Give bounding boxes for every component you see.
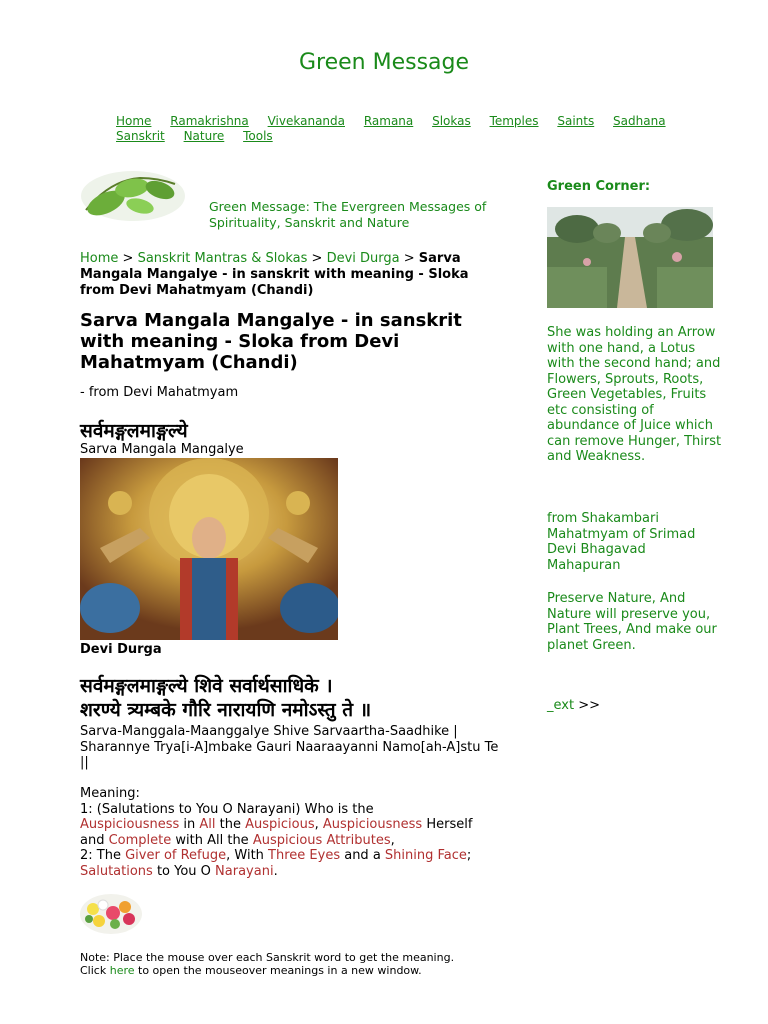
meaning-block xyxy=(80,786,510,879)
breadcrumb-separator: > xyxy=(311,251,323,266)
meaning-label: Meaning: xyxy=(80,786,140,801)
meaning-word[interactable]: Narayani xyxy=(215,863,274,879)
shakambari-mahatmyam-link[interactable]: Shakambari Mahatmyam xyxy=(547,511,659,542)
top-nav xyxy=(116,114,696,144)
green-corner-text: She was holding an Arrow with one hand, a Lotus with the second hand; and Flowers, Sprouts, Roots, Green Vegetables, Fruits etc consisting of abundance of Juice which can remove Hunger, Thirst and Weakness. xyxy=(547,325,722,464)
meaning-text: , With xyxy=(226,848,269,863)
sanskrit-verse-line-2[interactable]: शरण्ये त्र्यम्बके गौरि नारायणि नमोऽस्तु ते ॥ xyxy=(80,699,372,721)
flowers-image xyxy=(79,893,143,935)
meaning-word[interactable]: Auspiciousness xyxy=(80,817,180,832)
meaning-line-4 xyxy=(80,848,510,864)
next-link-row xyxy=(547,698,600,713)
sanskrit-verse-line-1[interactable]: सर्वमङ्गलमाङ्गल्ये शिवे सर्वार्थसाधिके । xyxy=(80,675,333,697)
meanings-window-link[interactable]: here xyxy=(109,964,135,977)
meaning-text: the xyxy=(215,817,246,832)
mouseover-note xyxy=(80,951,510,977)
page-title: Sarva Mangala Mangalye - in sanskrit with meaning - Sloka from Devi Mahatmyam (Chandi) xyxy=(80,310,462,373)
breadcrumb-current: Sarva Mangala Mangalye - in sanskrit with meaning - Sloka from Devi Mahatmyam (Chandi) xyxy=(80,251,469,298)
meaning-text: ; xyxy=(466,848,472,863)
page-subtitle: - from Devi Mahatmyam xyxy=(80,385,239,400)
meaning-text: Herself xyxy=(422,817,473,832)
breadcrumb-devi-durga[interactable]: Devi Durga xyxy=(326,251,400,266)
meaning-line-5 xyxy=(80,864,510,880)
meaning-text: , xyxy=(390,832,395,848)
preserve-nature-text: Preserve Nature, And Nature will preserve you, Plant Trees, And make our planet Green. xyxy=(547,591,717,653)
leaf-logo xyxy=(80,170,186,222)
site-title: Green Message xyxy=(298,50,470,75)
breadcrumb-sanskrit-mantras[interactable]: Sanskrit Mantras & Slokas xyxy=(137,251,308,266)
sanskrit-verse xyxy=(80,674,500,722)
meaning-line-1: 1: (Salutations to You O Narayani) Who is the xyxy=(80,801,374,817)
meaning-word[interactable]: Giver of Refuge xyxy=(125,848,227,863)
note-line-1: Note: Place the mouse over each Sanskrit word to get the meaning. xyxy=(80,951,455,964)
nav-tools[interactable]: Tools xyxy=(243,129,273,143)
meaning-word[interactable]: Shining Face xyxy=(384,848,467,863)
nav-home[interactable]: Home xyxy=(116,114,152,128)
meaning-text: with All the xyxy=(171,832,253,848)
meaning-word[interactable]: Complete xyxy=(108,832,172,848)
meaning-word[interactable]: Auspiciousness xyxy=(322,817,423,832)
nav-nature[interactable]: Nature xyxy=(183,129,225,143)
breadcrumb-separator: > xyxy=(403,251,415,266)
nav-ramakrishna[interactable]: Ramakrishna xyxy=(170,114,249,128)
nav-slokas[interactable]: Slokas xyxy=(432,114,471,128)
next-arrows: >> xyxy=(574,698,600,713)
nav-vivekananda[interactable]: Vivekananda xyxy=(267,114,345,128)
nav-saints[interactable]: Saints xyxy=(557,114,595,128)
source-text: from xyxy=(547,511,582,526)
meaning-text: to You O xyxy=(152,863,216,879)
breadcrumb xyxy=(80,251,480,299)
next-link[interactable]: _ext xyxy=(547,698,575,713)
site-tagline: Green Message: The Evergreen Messages of Spirituality, Sanskrit and Nature xyxy=(209,199,487,230)
image-caption: Devi Durga xyxy=(80,642,162,657)
meaning-text: and a xyxy=(340,848,385,863)
meaning-text: in xyxy=(179,817,200,832)
meaning-text: . xyxy=(273,863,278,879)
green-corner-title: Green Corner: xyxy=(547,179,651,194)
nav-temples[interactable]: Temples xyxy=(489,114,539,128)
meaning-word[interactable]: Salutations xyxy=(80,863,153,879)
breadcrumb-home[interactable]: Home xyxy=(80,251,119,266)
nav-sanskrit[interactable]: Sanskrit xyxy=(116,129,165,143)
sanskrit-heading-transliteration: Sarva Mangala Mangalye xyxy=(80,442,244,457)
meaning-word[interactable]: Auspicious xyxy=(245,817,315,832)
note-text: to open the mouseover meanings in a new window. xyxy=(134,964,422,977)
breadcrumb-separator: > xyxy=(122,251,134,266)
source-text: of Srimad Devi Bhagavad Mahapuran xyxy=(547,526,696,573)
verse-transliteration: Sarva-Manggala-Maanggalye Shive Sarvaartha-Saadhike | Sharannye Trya[i-A]mbake Gauri Naaraayanni Namo[ah-A]stu Te || xyxy=(80,724,499,770)
meaning-word[interactable]: Three Eyes xyxy=(268,848,341,863)
meaning-line-3 xyxy=(80,833,510,849)
meaning-line-2 xyxy=(80,817,510,833)
devi-durga-image xyxy=(80,458,338,640)
meaning-text: , xyxy=(314,817,323,832)
green-corner-source xyxy=(547,511,722,573)
nav-sadhana[interactable]: Sadhana xyxy=(613,114,666,128)
note-text: Click xyxy=(80,964,110,977)
nav-ramana[interactable]: Ramana xyxy=(363,114,414,128)
meaning-word[interactable]: All xyxy=(199,817,216,832)
meaning-text: and xyxy=(80,832,109,848)
sanskrit-heading: सर्वमङ्गलमाङ्गल्ये xyxy=(80,420,188,442)
garden-path-image xyxy=(547,207,713,308)
note-line-2 xyxy=(80,964,510,977)
meaning-word[interactable]: Auspicious Attributes xyxy=(252,832,391,848)
meaning-text: 2: The xyxy=(80,848,126,863)
